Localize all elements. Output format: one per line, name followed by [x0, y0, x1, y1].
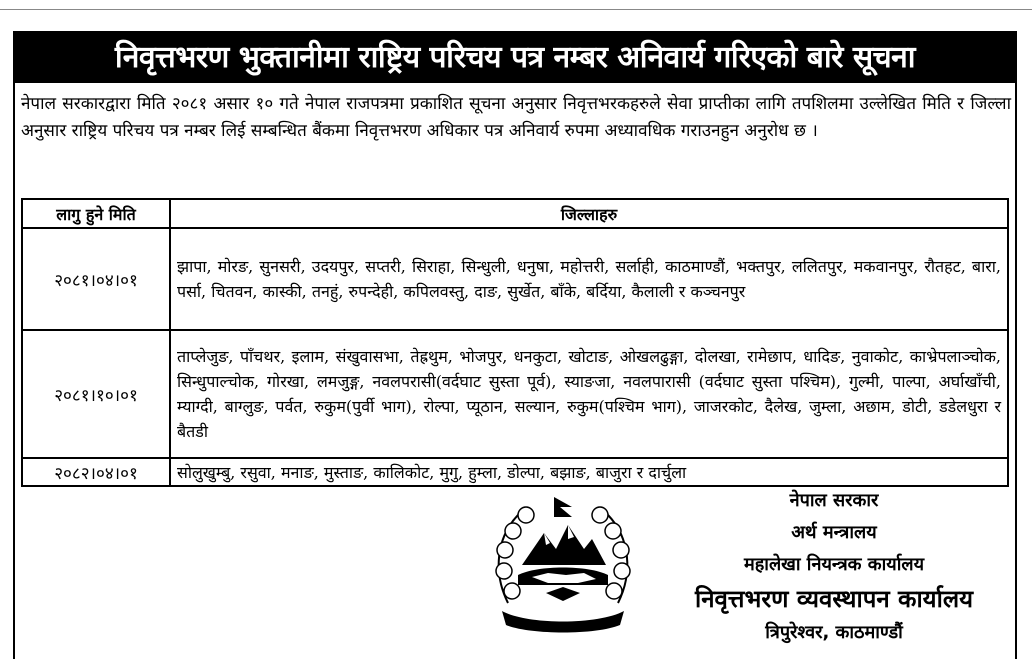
row-date: २०८१।१०।०१ — [22, 330, 170, 458]
office-pension-management: निवृत्तभरण व्यवस्थापन कार्यालय — [694, 585, 974, 613]
issuing-office — [654, 485, 1014, 649]
row-districts: ताप्लेजुङ, पाँचथर, इलाम, संखुवासभा, तेह्रथुम, भोजपुर, धनकुटा, खोटाङ, ओखलढुङ्गा, दोलखा, रामेछाप, धादिङ, नुवाकोट, काभ्रेपलाञ्चोक, सिन्धुपाल्चोक, गोरखा, लमजुङ्ग, नवलपरासी(वर्दघाट सुस्ता पूर्व), स्याङजा, नवलपारासी (वर्दघाट सुस्ता पश्चिम), गुल्मी, पाल्पा, अर्घाखाँची, म्याग्दी, बाग्लुङ, पर्वत, रुकुम(पुर्वी भाग), रोल्पा, प्यूठान, सल्यान, रुकुम(पश्चिम भाग), जाजरकोट, दैलेख, जुम्ला, अछाम, डोटी, डडेलधुरा र बैतडी — [170, 330, 1008, 458]
office-ministry: अर्थ मन्त्रालय — [791, 522, 877, 543]
top-divider — [0, 9, 1032, 10]
notice-body: नेपाल सरकारद्वारा मिति २०८१ असार १० गते नेपाल राजपत्रमा प्रकाशित सूचना अनुसार निवृत्तभरकहरुले सेवा प्राप्तीका लागि तपशिलमा उल्लेखित मिति र जिल्ला अनुसार राष्ट्रिय परिचय पत्र नम्बर लिई सम्बन्धित बैंकमा निवृत्तभरण अधिकार पत्र अनिवार्य रुपमा अध्यावधिक गराउनहुन अनुरोध छ । — [21, 94, 1011, 141]
nepal-coat-of-arms-icon — [488, 493, 638, 638]
table-header-row — [22, 199, 1008, 228]
table-row — [22, 458, 1008, 486]
row-districts: सोलुखुम्बु, रसुवा, मनाङ, मुस्ताङ, कालिकोट, मुगु, हुम्ला, डोल्पा, बझाङ, बाजुरा र दार्चुला — [170, 458, 1008, 486]
row-districts: झापा, मोरङ, सुनसरी, उदयपुर, सप्तरी, सिराहा, सिन्धुली, धनुषा, महोत्तरी, सर्लाही, काठमाण्डौं, भक्तपुर, ललितपुर, मकवानपुर, रौतहट, बारा, पर्सा, चितवन, कास्की, तनहुं, रुपन्देही, कपिलवस्तु, दाङ, सुर्खेत, बाँके, बर्दिया, कैलाली र कञ्चनपुर — [170, 228, 1008, 330]
header-effective-date: लागु हुने मिति — [22, 199, 170, 228]
office-address: त्रिपुरेश्वर, काठमाण्डौं — [765, 622, 903, 643]
district-schedule-table — [21, 198, 1009, 487]
row-date: २०८१।०४।०१ — [22, 228, 170, 330]
office-government: नेपाल सरकार — [789, 490, 879, 511]
table-row — [22, 330, 1008, 458]
notice-title: निवृत्तभरण भुक्तानीमा राष्ट्रिय परिचय पत्र नम्बर अनिवार्य गरिएको बारे सूचना — [15, 33, 1015, 83]
row-date: २०८२।०४।०१ — [22, 458, 170, 486]
office-controller: महालेखा नियन्त्रक कार्यालय — [743, 554, 925, 575]
header-districts: जिल्लाहरु — [170, 199, 1008, 228]
table-row — [22, 228, 1008, 330]
